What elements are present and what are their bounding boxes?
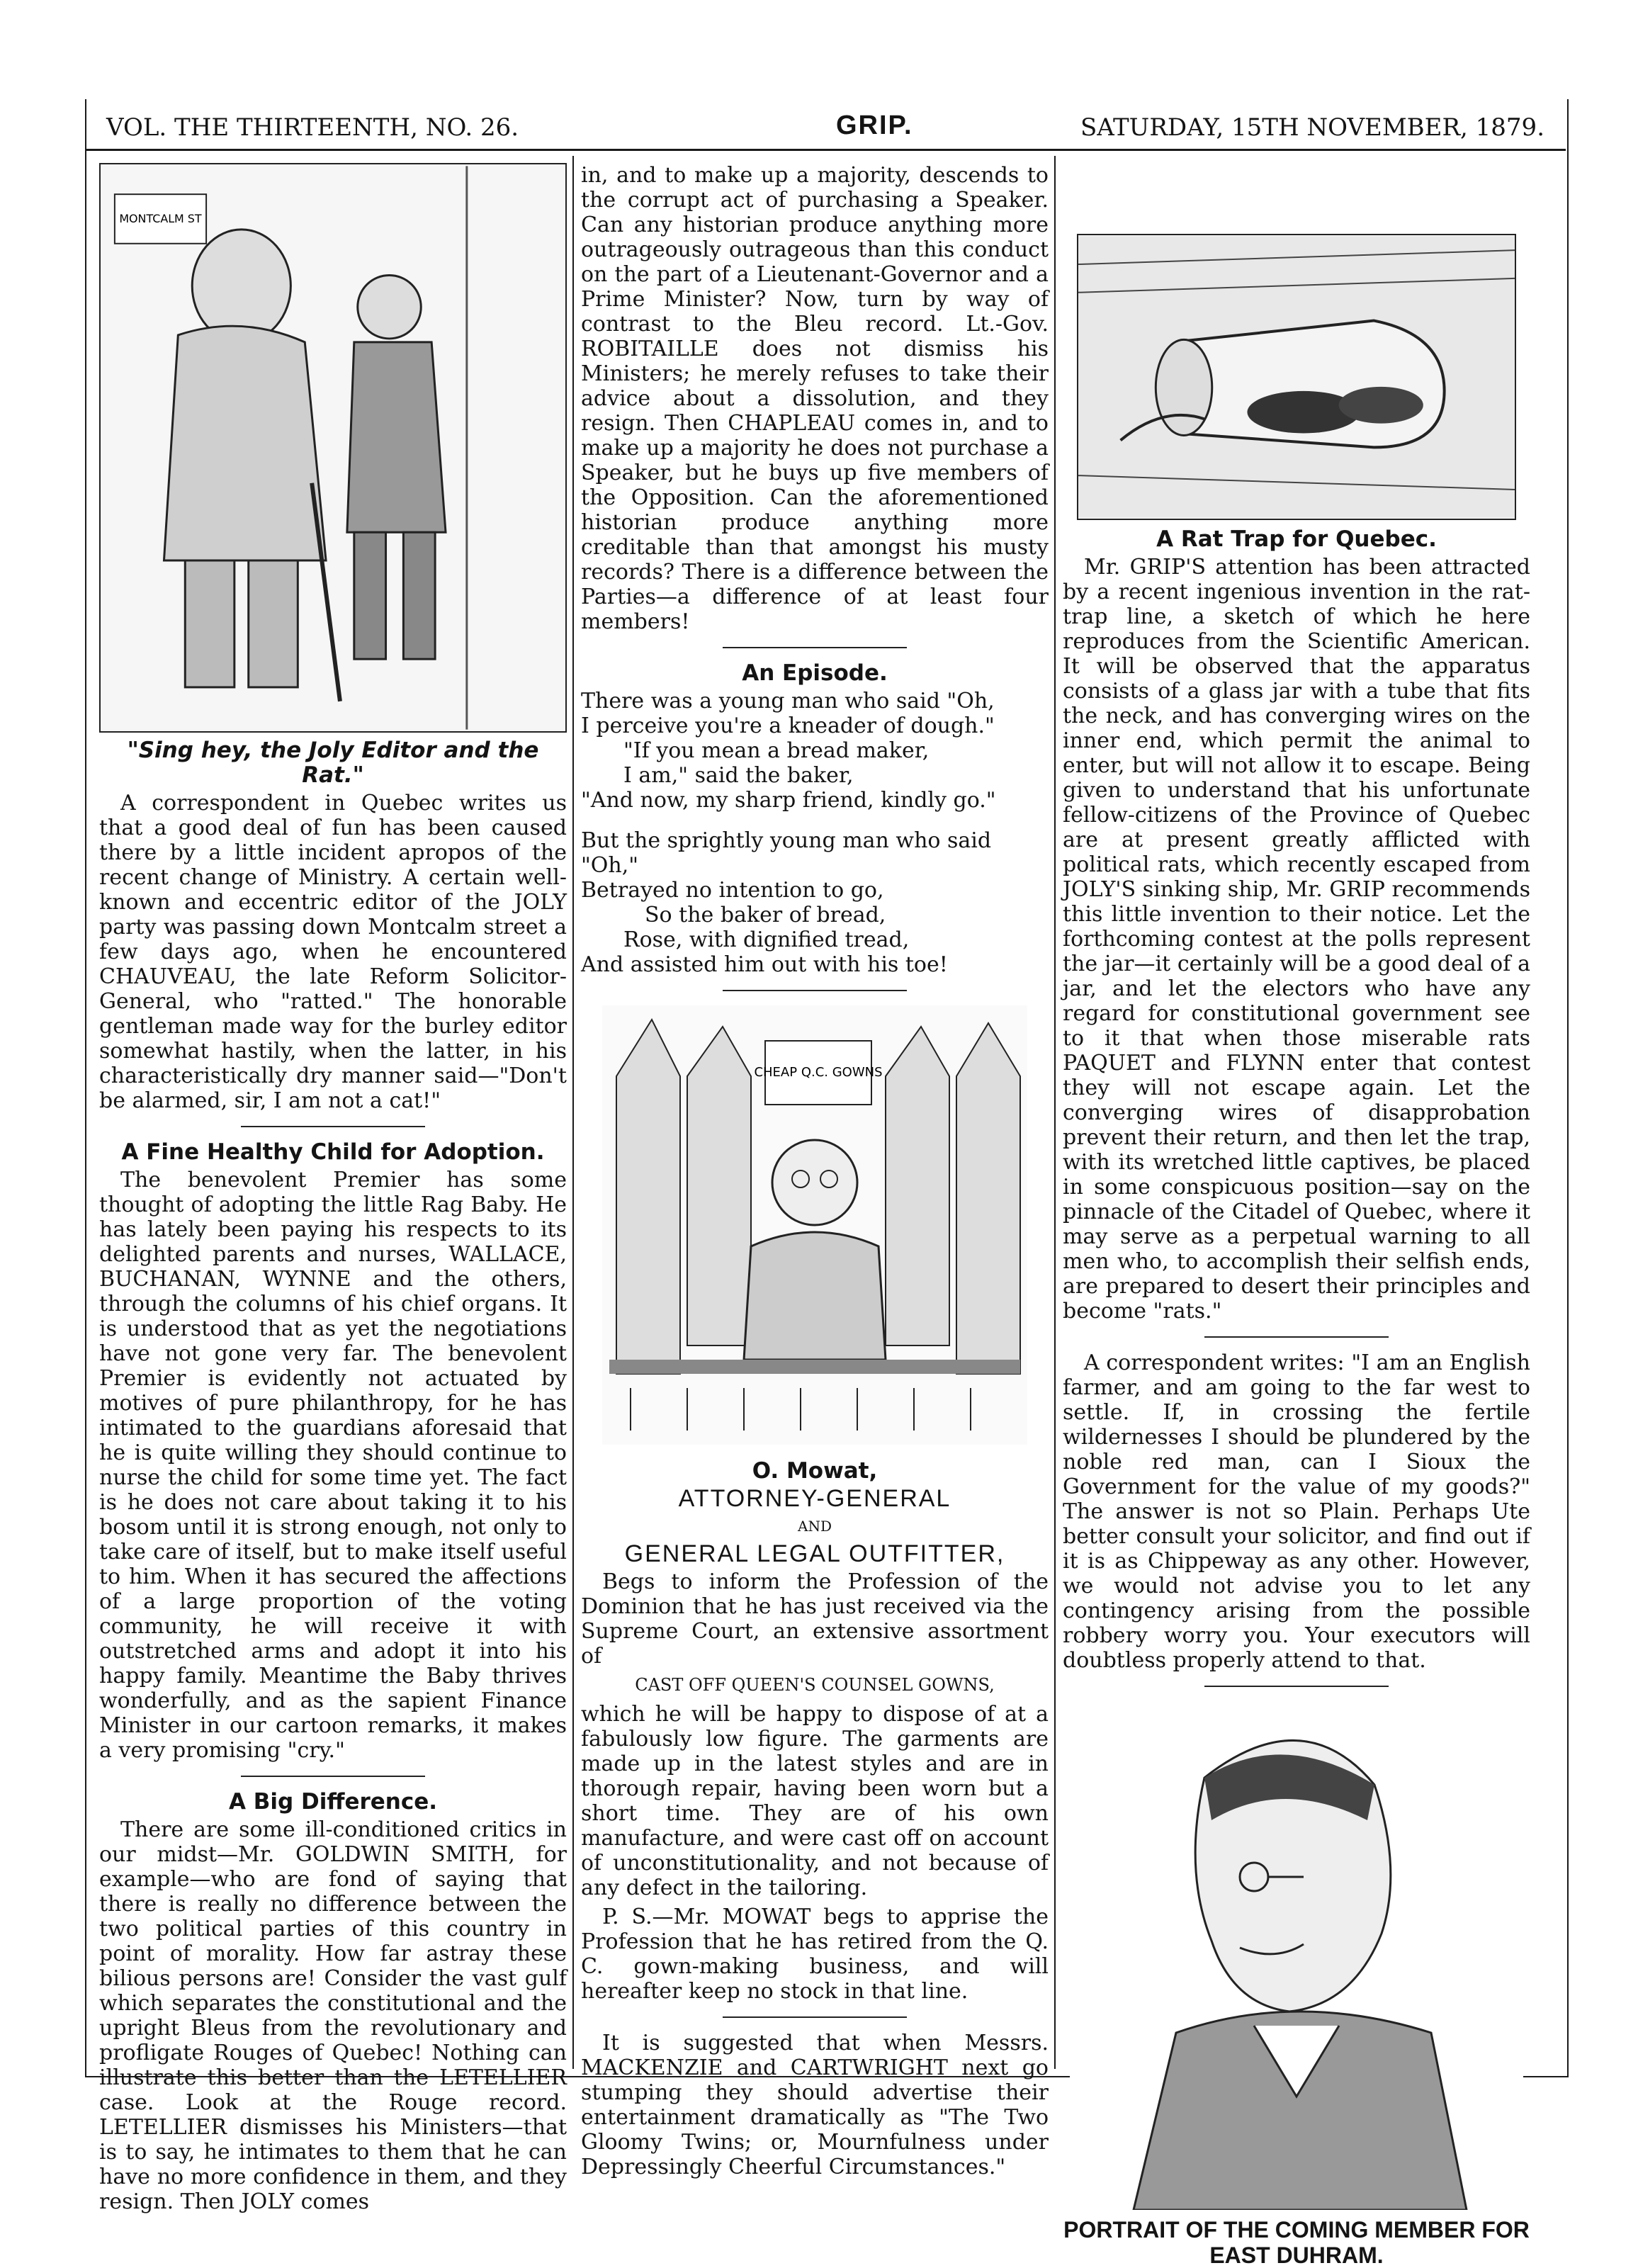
poem-line: So the baker of bread, xyxy=(645,903,886,927)
portrait-caption: PORTRAIT OF THE COMING MEMBER FOR EAST DUHRAM. xyxy=(1063,2217,1530,2268)
difference-heading: A Big Difference. xyxy=(228,1789,438,1815)
section-rule xyxy=(723,647,907,648)
masthead xyxy=(85,106,1566,151)
adoption-text: The benevolent Premier has some thought of adopting the little Rag Baby. He has lately been paying his respects to its delighted parents and nurses, WALLACE, BUCHANAN, WYNNE and the others, through the columns of his chief organs. It is understood that as yet the negotiations have not gone very far. The benevolent Premier is evidently not actuated by motives of pure philanthropy, for he has intimated to the guardians aforesaid that he is quite willing they should continue to nurse the child for some time yet. The fact is he does not care about taking it to his bosom until it is strong enough, not only to take care of itself, but to make itself useful to him. When it has secured the affections of a large proportion of the voting community, he will receive it with outstretched arms and adopt it into his happy family. Meantime the Baby thrives wonderfully, and as the sapient Finance Minister in our cartoon remarks, it makes a very promising "cry." xyxy=(99,1168,567,1763)
mowat-name: O. Mowat, xyxy=(752,1458,878,1484)
column-divider xyxy=(572,156,574,2069)
issue-date: SATURDAY, 15TH NOVEMBER, 1879. xyxy=(1080,113,1544,142)
rattrap-text: Mr. GRIP'S attention has been attracted by a recent ingenious invention in the rat-trap line, a sketch of which he here reproduces from the Scientific American. It will be observed that the apparatus consists of a glass jar with a tube that fits the neck, and has converging wires on the inner end, which permit the animal to enter, but will not allow it to escape. Being given to understand that his unfortunate fellow-citizens of the Province of Quebec are at present greatly afflicted with political rats, which recently escaped from JOLY'S sinking ship, Mr. GRIP recommends this little invention to their notice. Let the forthcoming contest at the polls represent the jar—it certainly will be a good deal of a jar, and let the electors who have any regard for constitutional government see to it that when those miserable rats PAQUET and FLYNN enter that contest they will not escape again. Let the converging wires of disapprobation prevent their return, and then let the trap, with its wretched little captives, be placed in some conspicuous position—say on the pinnacle of the Citadel of Quebec, where it may serve as a perpetual warning to all men who, to accomplish their selfish ends, are prepared to desert their principles and become "rats." xyxy=(1063,555,1530,1324)
continued-text: in, and to make up a majority, descends to the corrupt act of purchasing a Speaker. Can any historian produce anything more outrageously outrageous than this conduct on the part of a Lieutenant-Governor and a Prime Minister? Now, turn by way of contrast to the Bleu record. Lt.-Gov. ROBITAILLE does not dismiss his Ministers; he merely refuses to take their advice about a dissolution, and they resign. Then CHAPLEAU comes in, and to make up a majority he does not purchase a Speaker, but he buys up five members of the Opposition. Can the aforementioned historian produce anything more creditable than that amongst his musty records? There is a difference between the Parties—a difference of at least four members! xyxy=(581,163,1049,634)
cartoon-illustration xyxy=(101,164,565,731)
section-rule xyxy=(241,1126,425,1127)
cartoon-illustration xyxy=(602,1005,1027,1445)
section-rule xyxy=(723,2016,907,2018)
stumping-text: It is suggested that when Messrs. MACKENZIE and CARTWRIGHT next go stumping they should advertise their entertainment dramatically as "The Two Gloomy Twins; or, Mournfulness under Depressingly Cheerful Circumstances." xyxy=(581,2031,1049,2179)
portrait-drawing xyxy=(1070,1700,1523,2210)
column-2 xyxy=(581,163,1049,2184)
poem-line: There was a young man who said "Oh, xyxy=(581,689,995,713)
column-3 xyxy=(1063,163,1530,2268)
street-sign-text: MONTCALM ST xyxy=(119,211,202,225)
mowat-and: AND xyxy=(798,1518,832,1535)
section-rule xyxy=(241,1776,425,1777)
shop-sign-text: CHEAP Q.C. GOWNS xyxy=(754,1065,883,1080)
paper-title: GRIP. xyxy=(836,111,913,140)
poem-line: I perceive you're a kneader of dough." xyxy=(581,713,995,738)
poem-line: I am," said the baker, xyxy=(623,763,854,788)
column-1 xyxy=(99,163,567,2218)
adoption-heading: A Fine Healthy Child for Adoption. xyxy=(121,1139,545,1165)
rat-story-text: A correspondent in Quebec writes us that a good deal of fun has been caused there by a little incident apropos of the recent change of Ministry. A certain well-known and eccentric editor of the JOLY party was passing down Montcalm street a few days ago, when he encountered CHAUVEAU, the late Reform Solicitor-General, who "ratted." The honorable gentleman made way for the burley editor somewhat hastily, when the latter, in his characteristically dry manner said—"Don't be alarmed, sir, I am not a cat!" xyxy=(99,791,567,1113)
rattrap-heading: A Rat Trap for Quebec. xyxy=(1156,526,1437,552)
episode-poem xyxy=(581,689,1049,977)
section-rule xyxy=(723,990,907,991)
mowat-title-line1: ATTORNEY-GENERAL xyxy=(678,1485,951,1512)
rat-trap-illustration xyxy=(1078,235,1515,519)
poem-line: But the sprightly young man who said "Oh," xyxy=(581,828,992,878)
poem-line: And assisted him out with his toe! xyxy=(581,952,948,977)
mowat-text-2: which he will be happy to dispose of at a fabulously low figure. The garments are made up in the latest styles and are in thorough repair, having been worn but a short time. They are of his own manufacture, and were cast off on account of unconstitutionality, and not because of any defect in the tailoring. xyxy=(581,1702,1049,1900)
column-divider xyxy=(1054,156,1056,2069)
volume-line: VOL. THE THIRTEENTH, NO. 26. xyxy=(106,113,519,142)
cartoon-caption: "Sing hey, the Joly Editor and the Rat." xyxy=(127,738,539,788)
mowat-text-1: Begs to inform the Profession of the Dominion that he has just received via the Supreme Court, an extensive assortment of xyxy=(581,1569,1049,1669)
difference-text: There are some ill-conditioned critics in our midst—Mr. GOLDWIN SMITH, for example—who are fond of saying that there is really no difference between the two political parties of this country in point of morality. How far astray these bilious persons are! Consider the vast gulf which separates the constitutional and the upright Bleus from the revolutionary and profligate Rouges of Quebec! Nothing can illustrate this better than the LETELLIER case. Look at the Rouge record. LETELLIER dismisses his Ministers—that is to say, he intimates to them that he can have no more confidence in them, and they resign. Then JOLY comes xyxy=(99,1817,567,2214)
mowat-title-line2: GENERAL LEGAL OUTFITTER, xyxy=(624,1540,1005,1567)
episode-heading: An Episode. xyxy=(742,660,888,686)
portrait-illustration xyxy=(1070,1700,1523,2210)
poem-line: Rose, with dignified tread, xyxy=(623,927,910,952)
poem-line: Betrayed no intention to go, xyxy=(581,878,884,903)
poem-line: "And now, my sharp friend, kindly go." xyxy=(581,788,996,813)
mowat-gowns: CAST OFF QUEEN'S COUNSEL GOWNS, xyxy=(635,1675,995,1695)
section-rule xyxy=(1204,1686,1389,1687)
poem-line: "If you mean a bread maker, xyxy=(623,738,930,763)
joly-editor-cartoon xyxy=(99,163,567,733)
mowat-ps: P. S.—Mr. MOWAT begs to apprise the Profession that he has retired from the Q. C. gown-making business, and will hereafter keep no stock in that line. xyxy=(581,1905,1049,2004)
rat-trap-cut xyxy=(1077,234,1516,520)
mowat-cartoon xyxy=(602,1005,1027,1445)
section-rule xyxy=(1204,1336,1389,1338)
farmer-text: A correspondent writes: "I am an English farmer, and am going to the far west to settle. If, in crossing the fertile wildernesses I should be plundered by the noble red man, can I Sioux the Government for the value of my goods?" The answer is not so Plain. Perhaps Ute better consult your solicitor, and find out if it is as Chippeway as any other. However, we would not advise you to let any contingency arising from the possible robbery worry you. Your executors will doubtless properly attend to that. xyxy=(1063,1350,1530,1673)
